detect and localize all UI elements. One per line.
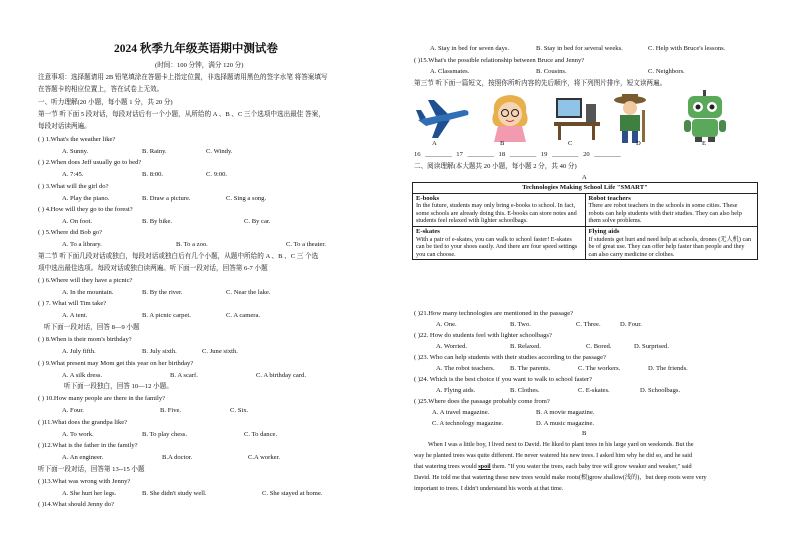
notice-line: 注意事项：选择题请用 2B 铅笔填涂在答题卡上指定位置，非选择题请用黑色的签字水笔 将答案填写 — [38, 74, 328, 81]
question-9: ( ) 9.What present may Mom get this year on her birthday? — [38, 360, 194, 367]
option: B. Stay in bed for several weeks. — [536, 45, 623, 52]
option: C. June sixth. — [202, 348, 238, 355]
option: A. An engineer. — [62, 454, 104, 461]
instruction: 第二节 听下面几段对话或独白，每段对话或独白后有几个小题，从题中所给的 A 、B 、C 三 个选 — [38, 253, 319, 260]
option: A. To a library. — [62, 241, 102, 248]
page-title: 2024 秋季九年级英语期中测试卷 — [114, 43, 278, 55]
option: C. Windy. — [206, 148, 233, 155]
option: C. Neighbors. — [648, 68, 685, 75]
question-15: ( )15.What's the possible relationship between Bruce and Jenny? — [414, 57, 585, 64]
option: B. Clothes. — [510, 387, 540, 394]
option: A. Worried. — [436, 343, 468, 350]
question-3: ( ) 3.What will the girl do? — [38, 183, 109, 190]
question-24: ( )24. Which is the best choice if you want to walk to school faster? — [414, 376, 593, 383]
option: C. To dance. — [244, 431, 278, 438]
option: D. The friends. — [648, 365, 688, 372]
option: A. Four. — [62, 407, 84, 414]
question-5: ( ) 5.Where did Bob go? — [38, 229, 103, 236]
option: D. Surprised. — [634, 343, 669, 350]
option: D. A music magazine. — [536, 420, 595, 427]
passage-label: B — [582, 430, 587, 437]
option: C. To a theater. — [286, 241, 326, 248]
option: C. The workers. — [578, 365, 621, 372]
question-22: ( )22. How do students feel with lighter schoolbags? — [414, 332, 552, 339]
section-heading: 一、听力理解(20 小题，每小题 1 分，共 20 分) — [38, 99, 173, 106]
option: C. E-skates. — [578, 387, 610, 394]
question-2: ( ) 2.When does Jeff usually go to bed? — [38, 159, 142, 166]
question-11: ( )11.What does the grandpa like? — [38, 419, 128, 426]
option: C. Sing a song. — [226, 195, 267, 202]
table-title: Technologies Making School Life "SMART" — [413, 183, 758, 194]
instruction: 第一节 听下面 5 段对话，每段对话后有一个小题，从所给的 A 、B 、C 三个选项中选出最佳 答案， — [38, 111, 325, 118]
option: C. Help with Bruce's lessons. — [648, 45, 726, 52]
instruction: 每段对话读两遍。 — [38, 123, 91, 130]
option: B. A scarf. — [170, 372, 198, 379]
question-23: ( )23. Who can help students with their studies according to the passage? — [414, 354, 606, 361]
option: C. Bored. — [586, 343, 612, 350]
option: A. Stay in bed for seven days. — [430, 45, 510, 52]
picture-label: A — [432, 140, 437, 147]
option: A. A travel magazine. — [432, 409, 490, 416]
option: C. She stayed at home. — [262, 490, 323, 497]
option: A. She hurt her legs. — [62, 490, 117, 497]
picture-label: B — [500, 140, 505, 147]
cell-heading: Robot teachers — [588, 194, 631, 202]
right-column — [410, 0, 760, 549]
instruction: 听下面一段对话，回答第 13--15 小题 — [38, 466, 145, 473]
option: A. Classmates. — [430, 68, 470, 75]
option: D. Schoolbags. — [640, 387, 681, 394]
option: B. July sixth. — [142, 348, 177, 355]
airplane-icon — [414, 96, 472, 140]
cell-heading: E-skates — [416, 227, 440, 235]
option: C.A worker. — [248, 454, 281, 461]
option: B. Rainy. — [142, 148, 167, 155]
option: B. The parents. — [510, 365, 551, 372]
option: B.A doctor. — [162, 454, 193, 461]
instruction: 第三节 听下面一篇短文，按照你所听内容的先后顺序，将下列图片排序，短文读两遍。 — [414, 80, 667, 87]
option: C. By car. — [244, 218, 271, 225]
option: A. On foot. — [62, 218, 93, 225]
farmer-icon — [606, 92, 654, 144]
option: B. To play chess. — [142, 431, 188, 438]
robot-icon — [682, 90, 728, 142]
option: B. Five. — [160, 407, 182, 414]
option: C. Three. — [576, 321, 601, 328]
instruction: 听下面一段独白，回答 10—12 小题。 — [64, 383, 173, 390]
option: B. Draw a picture. — [142, 195, 191, 202]
question-4: ( ) 4.How will they go to the forest? — [38, 206, 133, 213]
cell-heading: E-books — [416, 194, 440, 202]
cell-text: There are robot teachers in the schools in some cities. These robots can help students with their studies. They can also help them solve problems. — [588, 202, 742, 225]
option: B. A movie magazine. — [536, 409, 595, 416]
question-14: ( )14.What should Jenny do? — [38, 501, 114, 508]
option: A. A tent. — [62, 312, 88, 319]
option: A. Sunny. — [62, 148, 89, 155]
option: D. Four. — [620, 321, 642, 328]
option: A. Play the piano. — [62, 195, 110, 202]
computer-desk-icon — [550, 92, 606, 142]
picture-label: C — [568, 140, 573, 147]
question-25: ( )25.Where does the passage probably come from? — [414, 398, 550, 405]
option: B. Relaxed. — [510, 343, 541, 350]
question-1: ( ) 1.What's the weather like? — [38, 136, 116, 143]
option: C. A camera. — [226, 312, 261, 319]
passage-line: way he planted trees was quite different. He never watered his new trees. I asked him why he did so, and he said — [414, 452, 693, 459]
option: A. To work. — [62, 431, 94, 438]
girl-with-glasses-icon — [488, 92, 532, 142]
option: B. By bike. — [142, 218, 173, 225]
technology-table — [412, 182, 758, 260]
option: B. She didn't study well. — [142, 490, 207, 497]
picture-label: D — [636, 140, 641, 147]
option: B. Two. — [510, 321, 531, 328]
passage-line: When I was a little boy, I lived next to David. He liked to plant trees in his large yard on weekends. But the — [428, 441, 694, 448]
question-13: ( )13.What was wrong with Jenny? — [38, 478, 131, 485]
option: B. By the river. — [142, 289, 183, 296]
passage-line: that watering trees would spoil them. "If you water the trees, each baby tree will grow weaker and weaker," said — [414, 463, 692, 470]
option: C. A birthday card. — [256, 372, 306, 379]
time-score: (时间：100 分钟，满分 120 分) — [155, 62, 244, 69]
answer-blanks: 16 ________ 17 ________ 18 ________ 19 ________ 20 ________ — [414, 151, 621, 158]
passage-line: important to trees. I didn't understand his words at that time. — [414, 485, 564, 492]
cell-text: With a pair of e-skates, you can walk to school faster! E-skates can be tied to your shoes easily. And there are four speed settings you can choose. — [416, 235, 578, 258]
underlined-word: spoil — [478, 463, 491, 470]
instruction: 听下面一段对话，回答 8—9 小题 — [44, 324, 140, 331]
option: A. A silk dress. — [62, 372, 103, 379]
option: A. July fifth. — [62, 348, 96, 355]
option: A. One. — [436, 321, 457, 328]
picture-label: E — [702, 140, 707, 147]
cell-heading: Flying aids — [588, 227, 620, 235]
question-8: ( ) 8.When is their mom's birthday? — [38, 336, 132, 343]
cell-text: If students get hurt and need help at schools, drones (无人机) can be of great use. They can offer help faster than people and they can also carry medicine or clothes. — [588, 235, 752, 258]
option: A. Flying aids. — [436, 387, 476, 394]
option: C. 9:00. — [206, 171, 228, 178]
option: B. Cousins. — [536, 68, 567, 75]
question-12: ( )12.What is the father in the family? — [38, 442, 138, 449]
notice-line: 在答题卡的相应位置上，答在试卷上无效。 — [38, 86, 164, 93]
question-10: ( ) 10.How many people are there in the family? — [38, 395, 166, 402]
passage-line: David. He told me that watering these new trees would make roots(根)grow shallow(浅的)，but deep roots were very — [414, 474, 707, 481]
left-column — [36, 0, 396, 549]
passage-label: A — [582, 174, 587, 181]
option: A. The robot teachers. — [436, 365, 495, 372]
section-heading: 二、阅读理解(本大题共 20 小题，每小题 2 分，共 40 分) — [414, 163, 577, 170]
question-6: ( ) 6.Where will they have a picnic? — [38, 277, 133, 284]
option: C. Near the lake. — [226, 289, 271, 296]
option: B. To a zoo. — [176, 241, 208, 248]
option: C. A technology magazine. — [432, 420, 504, 427]
option: C. Six. — [230, 407, 249, 414]
option: B. 8:00. — [142, 171, 164, 178]
question-21: ( )21.How many technologies are mentioned in the passage? — [414, 310, 574, 317]
instruction: 项中选出最佳选项。每段对话或独白读两遍。听下面一段对话，回答第 6-7 小题 — [38, 265, 268, 272]
question-7: ( ) 7. What will Tim take? — [38, 300, 107, 307]
option: A. In the mountain. — [62, 289, 114, 296]
option: B. A picnic carpet. — [142, 312, 191, 319]
cell-text: In the future, students may only bring e-books to school. In fact, some schools are already doing this. E-books can store notes and students feel relaxed with lighter schoolbags. — [416, 202, 577, 225]
option: A. 7:45. — [62, 171, 84, 178]
